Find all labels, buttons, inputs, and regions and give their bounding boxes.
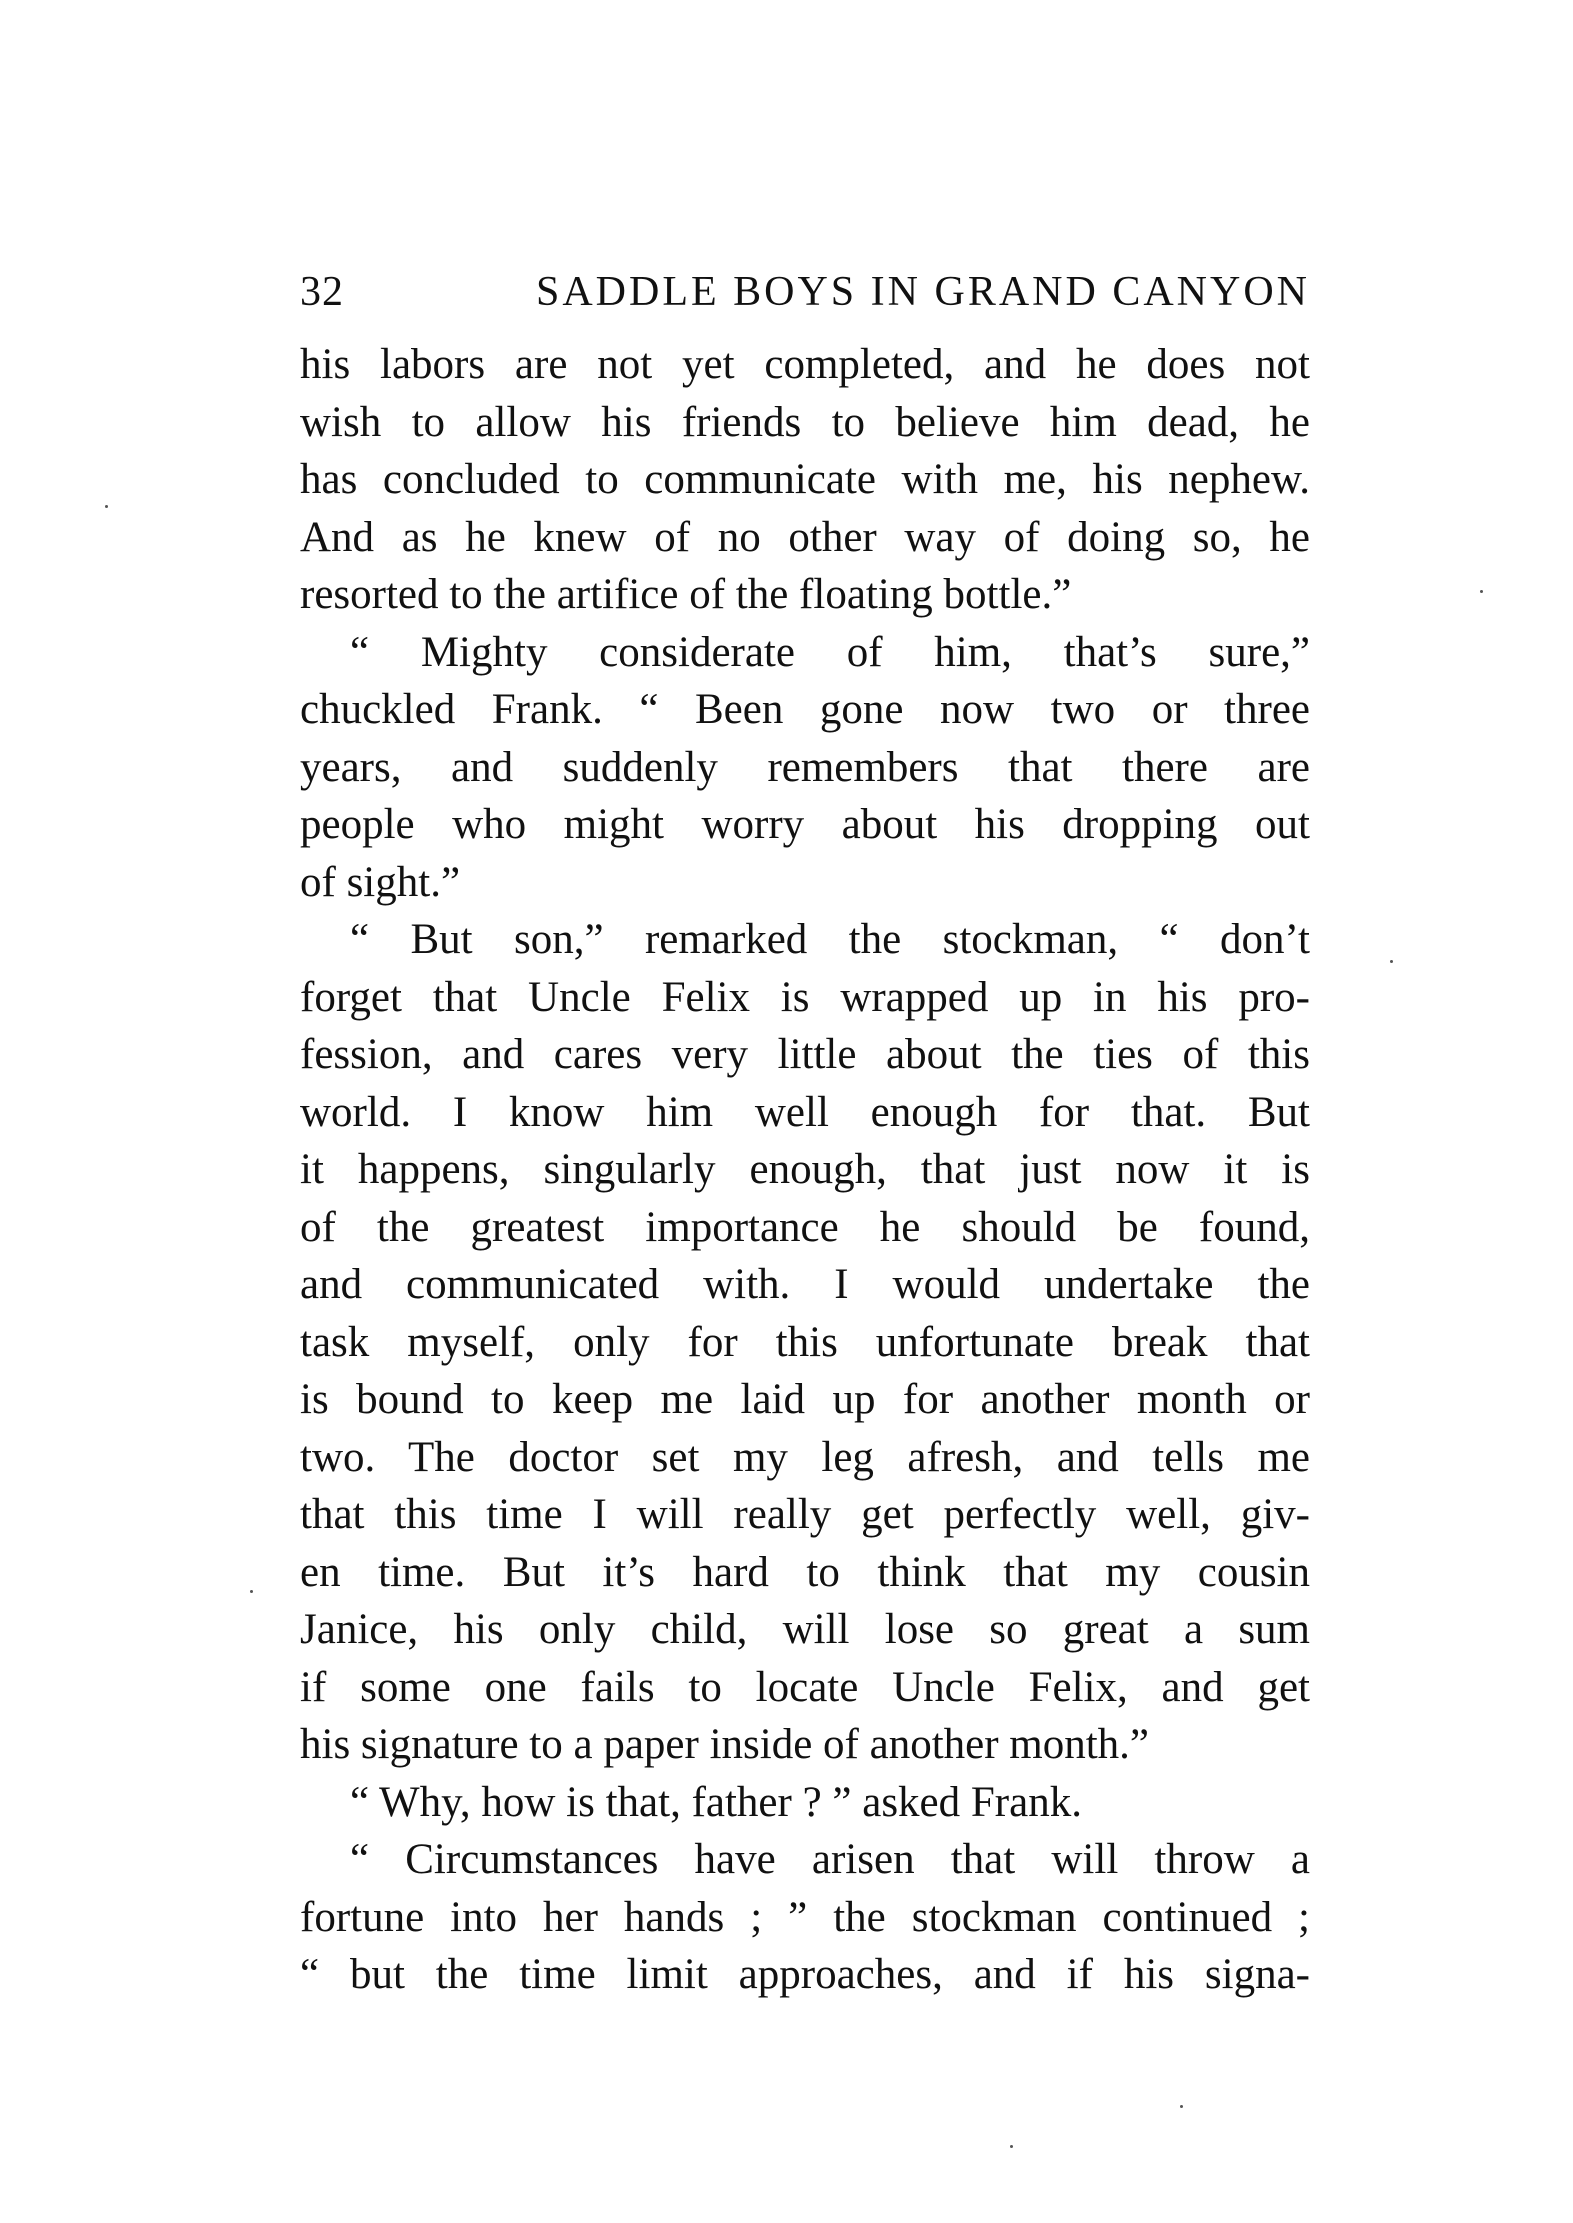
text-line: his labors are not yet completed, and he does not xyxy=(300,341,1310,388)
text-line: his signature to a paper inside of another month.” xyxy=(300,1721,1150,1768)
running-title: SADDLE BOYS IN GRAND CANYON xyxy=(535,269,1310,315)
paper-speck xyxy=(250,1590,253,1593)
text-line: “ but the time limit approaches, and if his signa- xyxy=(300,1951,1310,1998)
paper-speck xyxy=(1180,2105,1183,2108)
text-line: years, and suddenly remembers that there are xyxy=(300,743,1310,791)
text-line: has concluded to communicate with me, his nephew. xyxy=(300,456,1310,503)
text-line: “ Why, how is that, father ? ” asked Frank. xyxy=(350,1778,1082,1826)
text-line: it happens, singularly enough, that just now it is xyxy=(300,1146,1310,1193)
text-line: two. The doctor set my leg afresh, and tells me xyxy=(300,1433,1310,1481)
text-line: forget that Uncle Felix is wrapped up in his pro- xyxy=(300,973,1310,1021)
paper-speck xyxy=(1480,590,1483,593)
text-line: chuckled Frank. “ Been gone now two or three xyxy=(300,686,1310,733)
text-line: people who might worry about his dropping out xyxy=(300,801,1310,848)
body-text xyxy=(300,336,1310,2004)
text-line: of the greatest importance he should be found, xyxy=(300,1203,1310,1251)
text-line: task myself, only for this unfortunate break that xyxy=(300,1318,1310,1366)
paper-speck xyxy=(105,505,108,508)
text-line: world. I know him well enough for that. But xyxy=(300,1088,1310,1136)
text-line: wish to allow his friends to believe him dead, he xyxy=(300,398,1310,446)
paper-speck xyxy=(1390,960,1393,963)
text-line: that this time I will really get perfectly well, giv- xyxy=(300,1491,1310,1538)
text-line: of sight.” xyxy=(300,858,461,906)
running-head xyxy=(300,262,1310,322)
text-line: “ But son,” remarked the stockman, “ don’t xyxy=(350,916,1310,963)
text-line: And as he knew of no other way of doing so, he xyxy=(300,513,1310,561)
text-line: if some one fails to locate Uncle Felix, and get xyxy=(300,1663,1310,1711)
text-line: “ Circumstances have arisen that will throw a xyxy=(350,1836,1310,1883)
paper-speck xyxy=(1010,2145,1013,2148)
text-line: and communicated with. I would undertake the xyxy=(300,1261,1310,1308)
text-line: fession, and cares very little about the ties of this xyxy=(300,1031,1310,1078)
text-line: “ Mighty considerate of him, that’s sure,” xyxy=(350,628,1310,676)
text-line: Janice, his only child, will lose so great a sum xyxy=(300,1606,1310,1653)
text-line: is bound to keep me laid up for another month or xyxy=(300,1376,1310,1423)
text-line: en time. But it’s hard to think that my cousin xyxy=(300,1548,1310,1596)
page-number: 32 xyxy=(300,269,344,315)
text-line: resorted to the artifice of the floating bottle.” xyxy=(300,571,1072,618)
text-line: fortune into her hands ; ” the stockman continued ; xyxy=(300,1893,1310,1941)
